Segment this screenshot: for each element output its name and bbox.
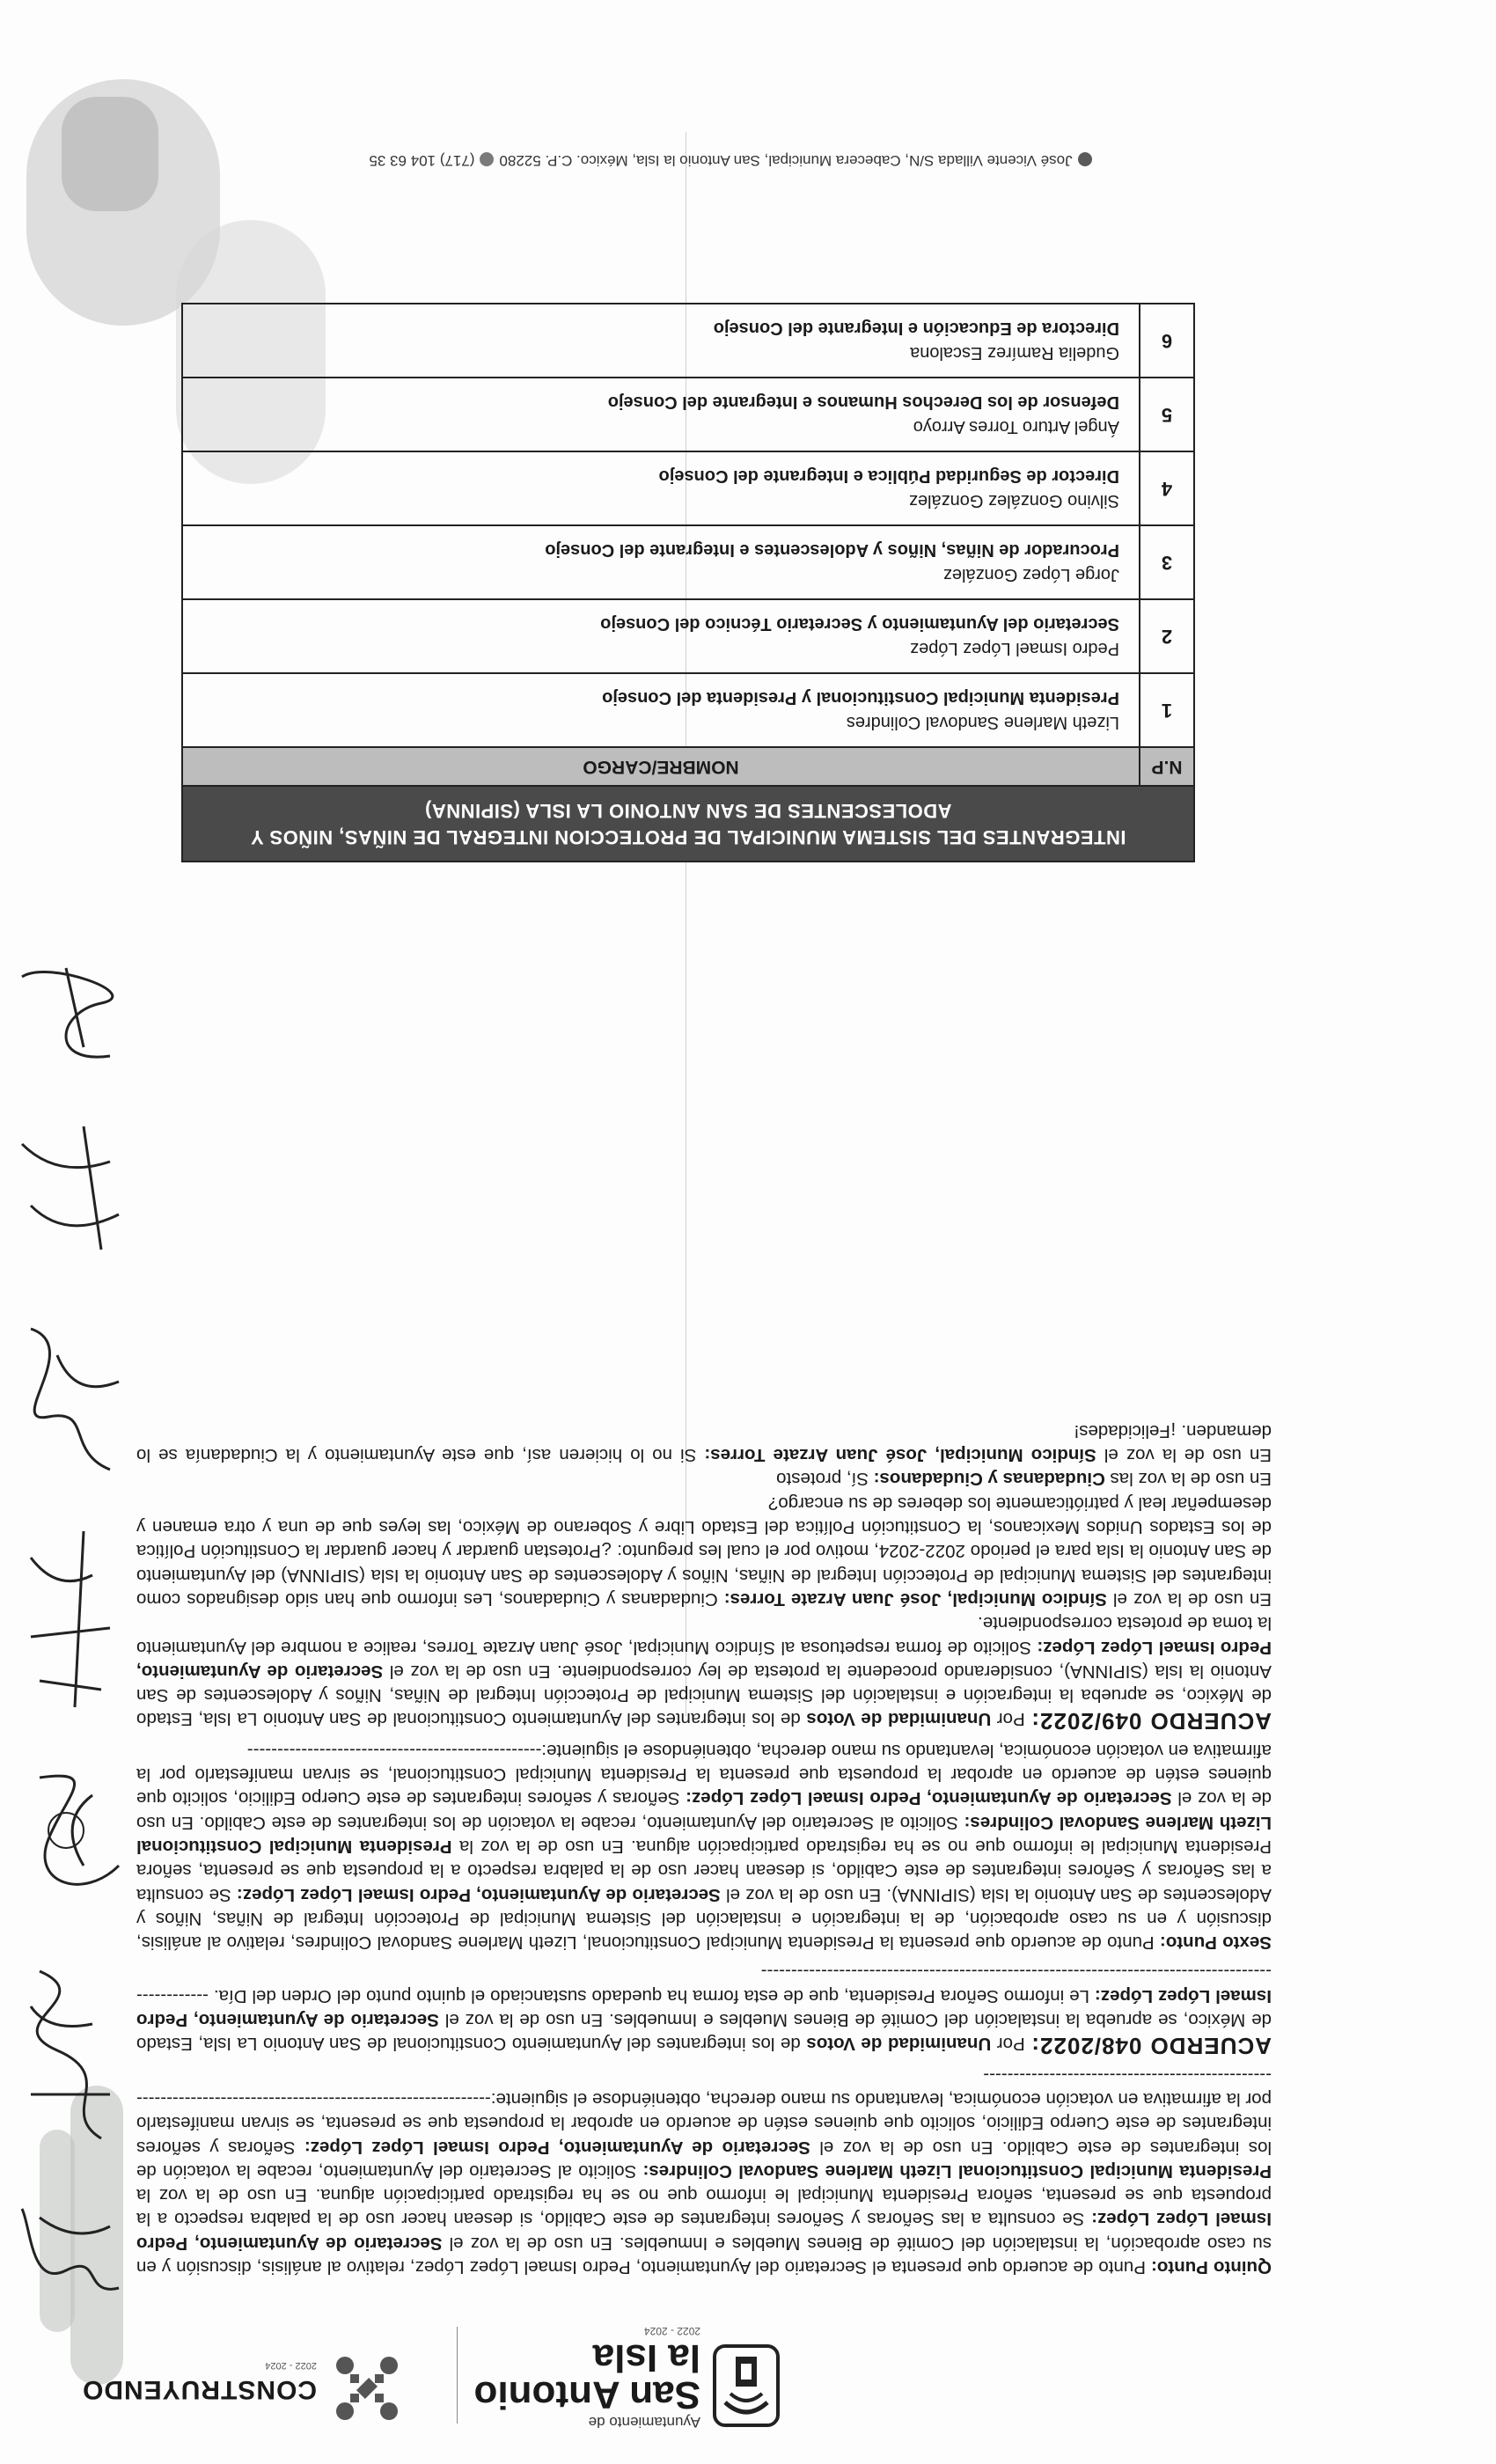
logo-years: 2022 - 2024 [265,2360,317,2371]
acuerdo-048-paragraph: ACUERDO 048/2022: Por Unanimidad de Votos de los integrantes del Ayuntamiento Constitucional de San Antonio La Isla, Estado de México, se aprueba la instalación del Comité de Bienes Muebles e Inmuebles. En uso de la voz el Secretario de Ayuntamiento, Pedro Ismael López López: Le informo Señora Presidenta, que de esta forma ha quedado sustanciado el quinto punto del Orden del Día. ------------------------------------------------------------------------------------------------- [136,1962,1272,2060]
column-header-np: N.P [1140,747,1194,786]
cierre-paragraph: En uso de la voz el Síndico Municipal, José Juan Arzate Torres: Si no lo hicieren así, que este Ayuntamiento y la Ciudadanía se lo demanden. ¡Felicidades! [136,1420,1272,1466]
table-row [182,599,1194,673]
construyendo-logo-icon [329,2353,405,2424]
row-number: 1 [1140,673,1194,747]
sipinna-members-table [181,303,1195,862]
respuesta-paragraph: En uso de la voz las Ciudadanas y Ciudadanos: Sí, protesto [776,1469,1272,1490]
table-row [182,673,1194,747]
logo-text: CONSTRUYENDO [81,2375,317,2404]
column-header-name: NOMBRE/CARGO [182,747,1140,786]
signature-5 [4,1311,136,1487]
member-cargo: Director de Seguridad Pública e Integrante del Consejo [658,466,1119,486]
table-row [182,525,1194,599]
member-cargo: Directora de Educación e Integrante del Consejo [713,319,1119,338]
administration-years: 2022 - 2024 [643,2325,700,2337]
signature-6 [4,1109,136,1267]
sexto-punto-paragraph: Sexto Punto: Punto de acuerdo que presenta la Presidenta Municipal Constitucional, Lizeth Marlene Sandoval Colindres, relativo al análisis, discusión y en su caso aprobación, de la integración e instalación del Sistema Municipal de Protección Integral de Niñas, Niños y Adolescentes de San Antonio la Isla (SIPINNA). En uso de la voz el Secretario de Ayuntamiento, Pedro Ismael López López: Se consulta a las Señoras y Señores integrantes de este Cabildo, si desean hacer uso de la palabra respecto a la propuesta que se presenta, señora Presidenta Municipal le informo que no se ha registrado participación alguna. En uso de la voz la Presidenta Municipal Constitucional Lizeth Marlene Sandoval Colindres: Solicito al Secretario del Ayuntamiento, recabe la votación de los integrantes de este Cabildo. En uso de la voz el Secretario de Ayuntamiento, Pedro Ismael López López: Señoras y señores integrantes de este Cuerpo Edilicio, solicito que quienes estén de acuerdo en aprobar la propuesta que presenta la Presidenta Municipal Constitucional, se sirvan manifestarlo por la afirmativa en votación económica, levantando su mano derecha, obteniéndose el siguiente:------------------------------------------------- [136,1740,1272,1954]
member-cargo: Defensor de los Derechos Humanos e Integrante del Consejo [607,392,1119,412]
quinto-punto-paragraph: Quinto Punto: Punto de acuerdo que presenta el Secretario del Ayuntamiento, Pedro Ismael López López, relativo al análisis, discusión y en su caso aprobación, la instalación del Comité de Bienes Muebles e Inmuebles. En uso de la voz el Secretario de Ayuntamiento, Pedro Ismael López López: Se consulta a las Señoras y Señores integrantes de este Cabildo, si desean hacer uso de la palabra respecto a la propuesta que se presenta, señora Presidenta Municipal le informo que no se ha registrado participación alguna. En uso de la voz la Presidenta Municipal Constitucional Lizeth Marlene Sandoval Colindres: Solicito al Secretario del Ayuntamiento, recabe la votación de los integrantes de este Cabildo. En uso de la voz el Secretario de Ayuntamiento, Pedro Ismael López López: Señoras y señores integrantes de este Cuerpo Edilicio, solicito que quienes estén de acuerdo en aprobar la propuesta que se presenta, se sirvan manifestarlo por la afirmativa en votación económica, levantando su mano derecha, obteniéndose el siguiente:----------------------------------------------------------------------------------------------------------- [136,2064,1272,2277]
acuerdo-048-title: ACUERDO 048/2022: [1030,2033,1272,2060]
row-member [182,378,1140,451]
footer-phone: (717) 104 63 35 [369,152,475,169]
row-member [182,525,1140,599]
member-name: Lizeth Marlene Sandoval Colindres [846,713,1119,732]
row-member [182,673,1140,747]
row-number: 6 [1140,304,1194,378]
member-cargo: Secretario del Ayuntamiento y Secretario Técnico del Consejo [600,614,1119,634]
town-name-block [472,2325,700,2431]
member-name: Jorge López González [942,565,1119,584]
signature-2 [4,1945,136,2147]
document-body [136,1419,1272,2279]
member-name: Pedro Ismael López López [910,639,1119,658]
municipal-seal-icon [709,2341,783,2429]
town-name-line2: la Isla [592,2336,700,2380]
quinto-punto-label: Quinto Punto: [1151,2257,1272,2277]
signature-4 [4,1522,136,1716]
row-member [182,599,1140,673]
page-footer [70,151,1390,169]
member-name: Ángel Arturo Torres Arroyo [913,417,1119,436]
row-member [182,304,1140,378]
table-row [182,378,1194,451]
location-icon [1078,152,1092,166]
member-cargo: Procurador de Niñas, Niños y Adolescentes e Integrante del Consejo [545,540,1119,560]
row-number: 4 [1140,451,1194,525]
phone-icon [480,152,494,166]
header-divider [457,2327,458,2424]
row-member [182,451,1140,525]
signature-1 [4,2191,136,2306]
table-row [182,304,1194,378]
row-number: 2 [1140,599,1194,673]
member-name: Gudelia Ramírez Escalona [910,343,1119,363]
signature-7 [4,950,136,1074]
member-cargo: Presidenta Municipal Constitucional y Presidenta del Consejo [602,688,1119,708]
town-prefix: Ayuntamiento de [588,2414,700,2431]
acuerdo-049-title: ACUERDO 049/2022: [1030,1708,1272,1735]
signature-3 [4,1760,136,1901]
letterhead [81,2277,1276,2439]
acuerdo-049-paragraph: ACUERDO 049/2022: Por Unanimidad de Votos de los integrantes del Ayuntamiento Constitucional de San Antonio La Isla, Estado de México, se aprueba la integración e instalación del Sistema Municipal de Protección Integral de Niñas, Niños y Adolescentes de San Antonio la Isla (SIPINNA), considerando procedente la protesta de ley correspondiente. En uso de la voz el Secretario de Ayuntamiento, Pedro Ismael López López: Solicito de forma respetuosa al Síndico Municipal, José Juan Arzate Torres, realice a nombre del Ayuntamiento la toma de protesta correspondiente. [136,1613,1272,1735]
member-name: Silvino González González [908,491,1119,510]
toma-protesta-paragraph: En uso de la voz el Síndico Municipal, José Juan Arzate Torres: Ciudadanas y Ciudadanos, Les informo que han sido designados como integrantes del Sistema Municipal de Protección Integral de Niñas, Niños y Adolescentes de San Antonio la Isla (SIPINNA) del Ayuntamiento de San Antonio la Isla para el periodo 2022-2024, motivo por el cual les pregunto: ¿Protestan guardar y hacer guardar la Constitución Política de los Estados Unidos Mexicanos, la Constitución Política del Estado Libre y Soberano de México, las leyes que de una y otra emanen y desempeñar leal y patrióticamente los deberes de su encargo? [136,1492,1272,1610]
row-number: 3 [1140,525,1194,599]
town-name-line1: San Antonio [473,2373,700,2416]
table-row [182,451,1194,525]
sexto-punto-label: Sexto Punto: [1159,1932,1272,1954]
signature-margin [4,942,136,2306]
footer-address: José Vicente Villada S/N, Cabecera Municipal, San Antonio la Isla, México. C.P. 52280 [499,152,1073,169]
table-title: INTEGRANTES DEL SISTEMA MUNICIPAL DE PROTECCION INTEGRAL DE NIÑAS, NIÑOS Y ADOLESCENTES DE SAN ANTONIO LA ISLA (SIPINNA) [182,786,1194,862]
row-number: 5 [1140,378,1194,451]
